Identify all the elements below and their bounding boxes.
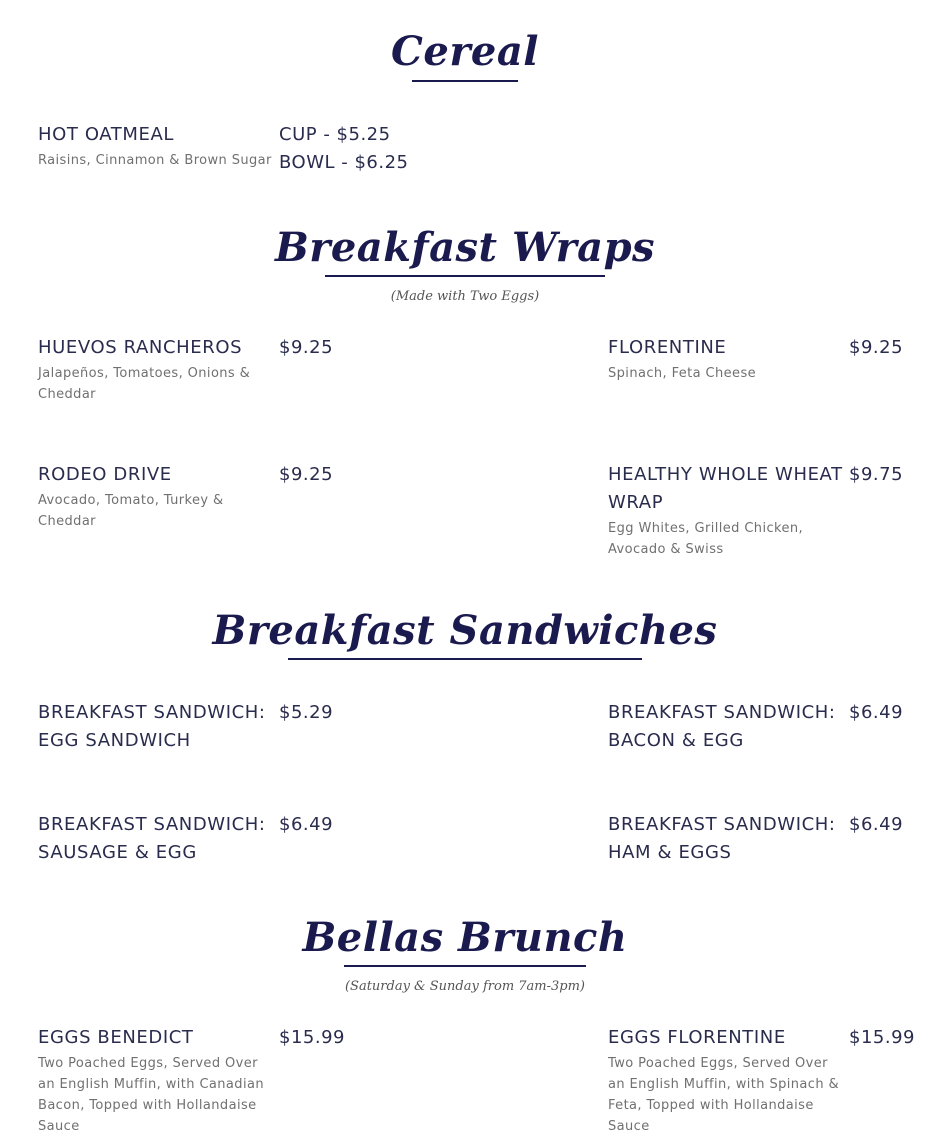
item-price: $15.99 bbox=[849, 1027, 915, 1048]
section-title-wraps bbox=[0, 224, 930, 272]
price-bowl: BOWL - $6.25 bbox=[279, 152, 409, 173]
menu-item-healthy-whole-wheat-wrap bbox=[608, 461, 843, 560]
menu-item-rodeo-drive bbox=[38, 461, 273, 532]
item-price: $6.49 bbox=[849, 702, 904, 723]
wraps-heading: Breakfast Wraps bbox=[274, 224, 656, 271]
item-name: HUEVOS RANCHEROS bbox=[38, 337, 243, 358]
item-name: EGGS FLORENTINE bbox=[608, 1027, 786, 1048]
menu-item-hot-oatmeal bbox=[38, 121, 278, 171]
item-description: Avocado, Tomato, Turkey & Cheddar bbox=[38, 493, 224, 529]
cereal-heading: Cereal bbox=[391, 28, 539, 75]
item-description: Two Poached Eggs, Served Over an English Muffin, with Spinach & Feta, Topped with Hollandaise Sauce bbox=[608, 1056, 840, 1134]
cereal-title-underline bbox=[412, 80, 518, 82]
menu-item-sausage-egg-sandwich bbox=[38, 811, 273, 867]
item-description: Jalapeños, Tomatoes, Onions & Cheddar bbox=[38, 366, 251, 402]
brunch-heading: Bellas Brunch bbox=[302, 914, 628, 961]
item-price: $6.49 bbox=[849, 814, 904, 835]
menu-item-ham-eggs-sandwich bbox=[608, 811, 843, 867]
item-name: BREAKFAST SANDWICH: HAM & EGGS bbox=[608, 814, 836, 863]
brunch-note: (Saturday & Sunday from 7am-3pm) bbox=[344, 979, 586, 994]
menu-item-eggs-benedict bbox=[38, 1024, 276, 1137]
sandwiches-heading: Breakfast Sandwiches bbox=[212, 607, 718, 654]
sandwiches-title-underline bbox=[288, 658, 642, 660]
wraps-note: (Made with Two Eggs) bbox=[390, 289, 540, 304]
item-name: FLORENTINE bbox=[608, 337, 727, 358]
menu-item-eggs-florentine bbox=[608, 1024, 846, 1137]
item-price: $6.49 bbox=[279, 814, 334, 835]
item-name: BREAKFAST SANDWICH: SAUSAGE & EGG bbox=[38, 814, 266, 863]
item-price: $9.25 bbox=[849, 337, 904, 358]
section-title-brunch bbox=[0, 914, 930, 962]
item-price: $15.99 bbox=[279, 1027, 345, 1048]
section-title-cereal bbox=[0, 28, 930, 76]
item-price: $5.29 bbox=[279, 702, 334, 723]
item-description: Raisins, Cinnamon & Brown Sugar bbox=[38, 153, 272, 168]
menu-item-egg-sandwich bbox=[38, 699, 273, 755]
section-title-sandwiches bbox=[0, 607, 930, 655]
menu-item-bacon-egg-sandwich bbox=[608, 699, 843, 755]
price-cup: CUP - $5.25 bbox=[279, 124, 391, 145]
item-price: $9.25 bbox=[279, 337, 334, 358]
item-name: BREAKFAST SANDWICH: EGG SANDWICH bbox=[38, 702, 266, 751]
item-description: Egg Whites, Grilled Chicken, Avocado & Swiss bbox=[608, 521, 804, 557]
item-name: HEALTHY WHOLE WHEAT WRAP bbox=[608, 464, 843, 513]
menu-item-huevos-rancheros bbox=[38, 334, 273, 405]
menu-item-florentine bbox=[608, 334, 843, 384]
item-price: $9.75 bbox=[849, 464, 904, 485]
item-price: $9.25 bbox=[279, 464, 334, 485]
brunch-title-underline bbox=[344, 965, 586, 967]
item-description: Spinach, Feta Cheese bbox=[608, 366, 757, 381]
item-name: RODEO DRIVE bbox=[38, 464, 172, 485]
item-name: BREAKFAST SANDWICH: BACON & EGG bbox=[608, 702, 836, 751]
item-name: HOT OATMEAL bbox=[38, 124, 175, 145]
wraps-title-underline bbox=[325, 275, 605, 277]
item-name: EGGS BENEDICT bbox=[38, 1027, 194, 1048]
item-description: Two Poached Eggs, Served Over an English Muffin, with Canadian Bacon, Topped with Hollandaise Sauce bbox=[38, 1056, 264, 1134]
